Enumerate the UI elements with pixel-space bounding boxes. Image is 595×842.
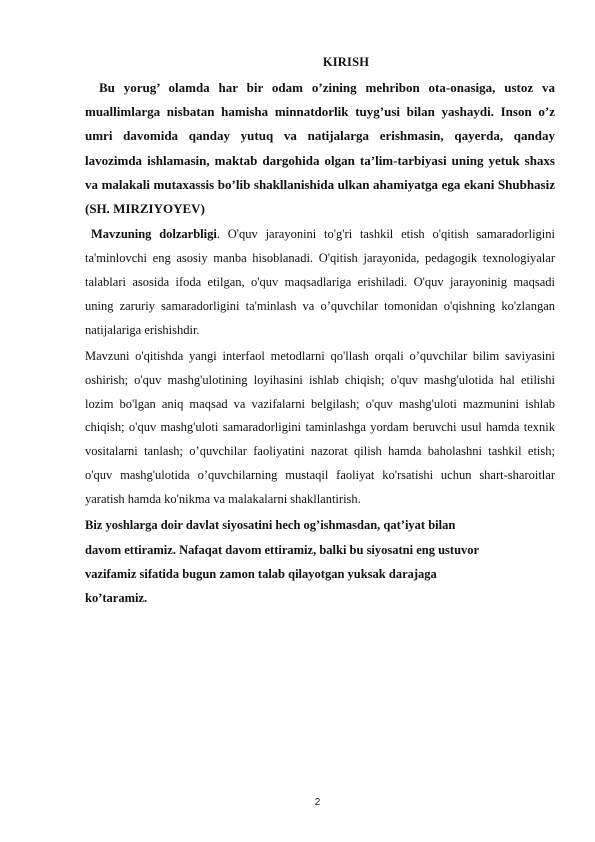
relevance-text: . O'quv jarayonini to'g'ri tashkil etish o'qitish samaradorligini ta'minlovchi eng asosiy manba hisoblanadi. O'qitish jarayonida, pedagogik texnologiyalar talablari asosida ifoda etilgan, o'quv maqsadlariga erishiladi. O'quv jarayoninig maqsadi uning zaruriy samaradorligini ta'minlash va o’quvchilar tomonidan o'qishning ko'zlangan natijalariga erishishdir. (85, 227, 555, 337)
page-content (85, 54, 555, 611)
intro-paragraph: Bu yorug’ olamda har bir odam o’zining mehribon ota-onasiga, ustoz va muallimlarga nisbatan hamisha minnatdorlik tuyg’usi bilan yashaydi. Inson o’z umri davomida qanday yutuq va natijalarga erishmasin, qayerda, qanday lavozimda ishlamasin, maktab dargohida olgan ta’lim-tarbiyasi uning yetuk shaxs va malakali mutaxassis bo’lib shakllanishida ulkan ahamiyatga ega ekani Shubhasiz (SH. MIRZIYOYEV) (85, 80, 555, 217)
closing-line: ko’taramiz. (85, 591, 148, 606)
closing-line: Biz yoshlarga doir davlat siyosatini hech og’ishmasdan, qat’iyat bilan (85, 518, 456, 533)
closing-line: vazifamiz sifatida bugun zamon talab qilayotgan yuksak darajaga (85, 566, 437, 581)
relevance-paragraph (85, 223, 555, 343)
methods-paragraph: Mavzuni o'qitishda yangi interfaol metodlarni qo'llash orqali o’quvchilar bilim saviyasini oshirish; o'quv mashg'ulotining loyihasini ishlab chiqish; o'quv mashg'ulotida hal etilishi lozim bo'lgan aniq maqsad va vazifalarni belgilash; o'quv mashg'uloti mazmunini ishlab chiqish; o'quv mashg'uloti samaradorligini taminlashga yordam beruvchi usul hamda texnik vositalarni tanlash; o’quvchilar faoliyatini nazorat qilish hamda baholashni tashkil etish; o'quv mashg'ulotida o’quvchilarning mustaqil faoliyat ko'rsatishi uchun shart-sharoitlar yaratish hamda ko'nikma va malakalarni shakllantirish. (85, 348, 555, 507)
relevance-lead: Mavzuning dolzarbligi (91, 227, 217, 242)
page-number: 2 (314, 797, 321, 808)
section-title: KIRISH (322, 55, 370, 69)
closing-quote (85, 513, 555, 611)
closing-line: davom ettiramiz. Nafaqat davom ettiramiz, balki bu siyosatni eng ustuvor (85, 542, 480, 557)
